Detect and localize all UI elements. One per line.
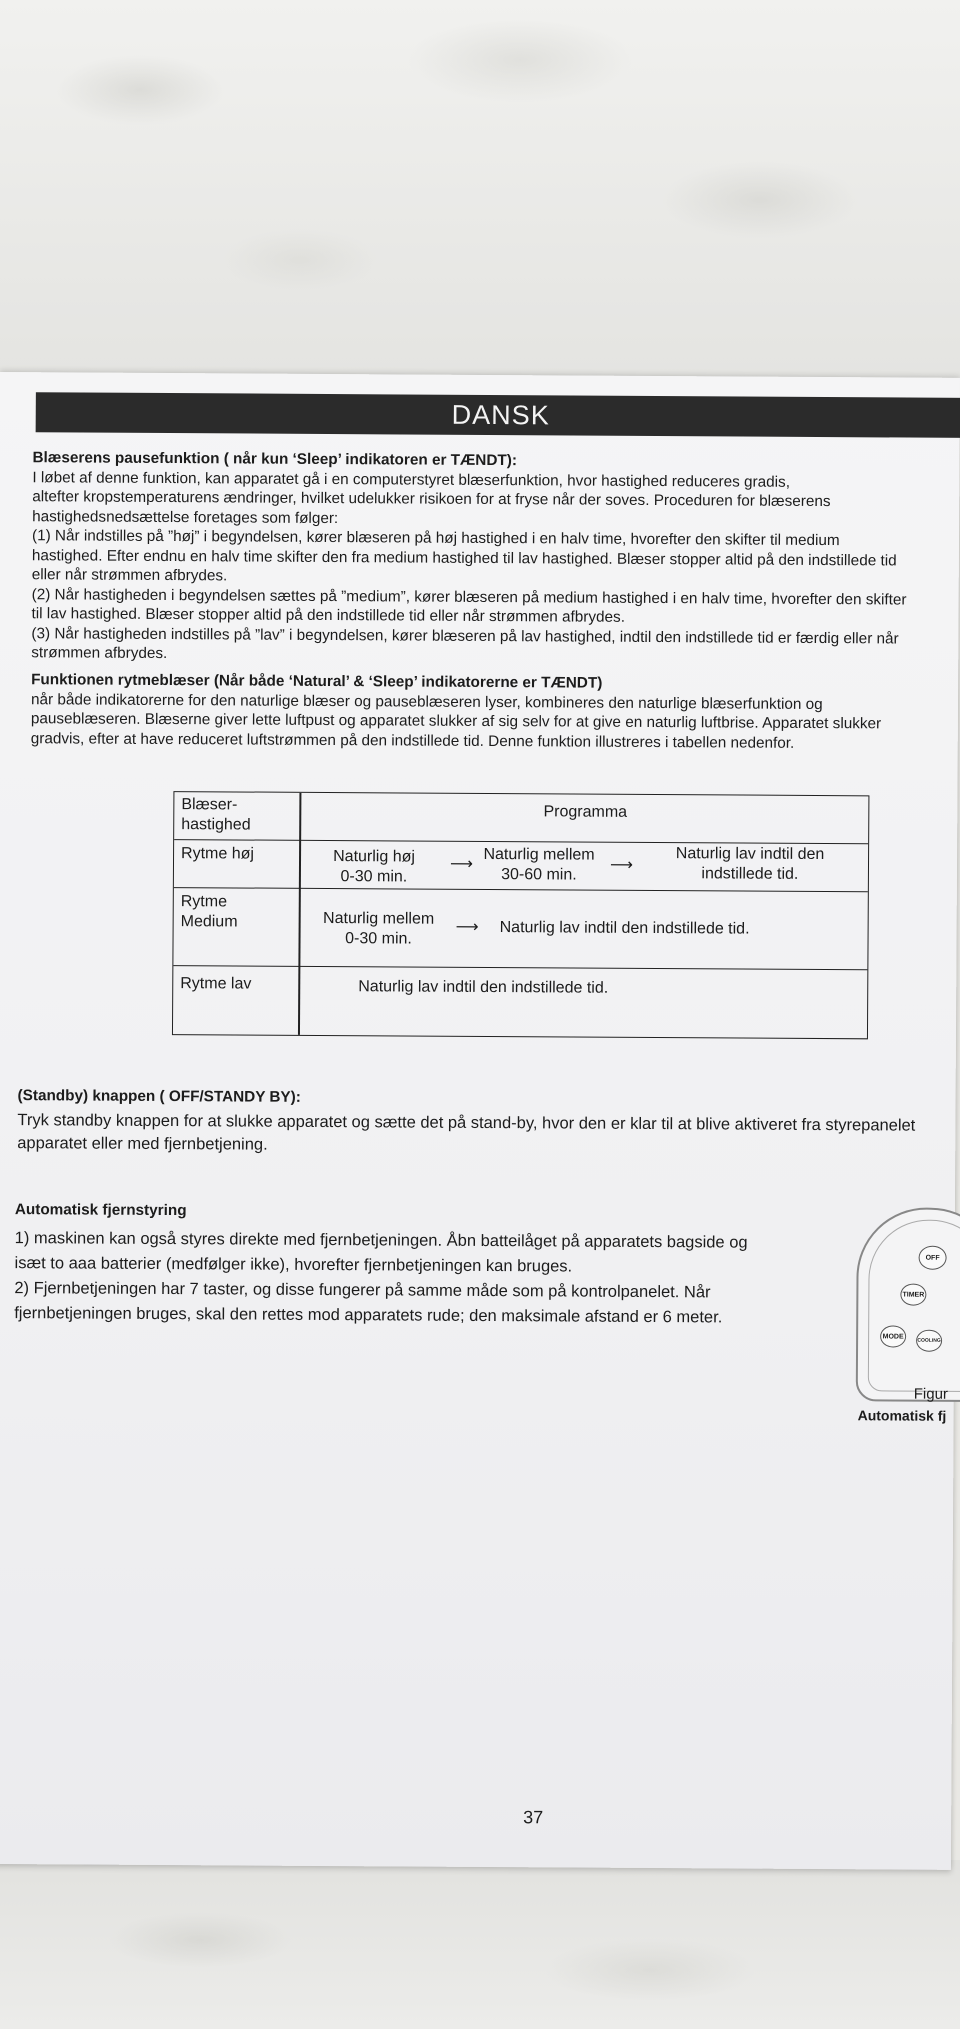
- cooling-button-icon: COOLING: [916, 1330, 942, 1352]
- pause-line: altefter kropstemperaturens ændringer, hvilket udelukker risikoen for at fryse når der soves. Proceduren for blæserens: [32, 488, 831, 511]
- arrow-icon: ⟶: [455, 918, 479, 936]
- step-cell: Naturlig mellem 0-30 min.: [323, 909, 435, 948]
- remote-line: 1) maskinen kan også styres direkte med fjernbetjeningen. Åbn batteilåget på apparatets bagside og: [14, 1228, 748, 1252]
- step-cell: Naturlig mellem 30-60 min.: [483, 845, 595, 884]
- table-row: [173, 888, 867, 970]
- language-banner: [36, 392, 960, 438]
- figure-caption: Figur: [913, 1385, 949, 1403]
- arrow-icon: ⟶: [609, 856, 633, 874]
- pause-line: strømmen afbrydes.: [31, 644, 168, 663]
- rhythm-table: [172, 791, 869, 1039]
- mode-button-icon: MODE: [880, 1325, 906, 1347]
- step-cell: Naturlig lav indtil den indstillede tid.: [675, 845, 825, 883]
- standby-section: [17, 1086, 947, 1160]
- rhythm-line: når både indikatorerne for den naturlige blæser og pauseblæseren lyser, kombineres den naturlige blæserfunktion og: [30, 690, 823, 713]
- arrow-icon: ⟶: [449, 855, 473, 873]
- pause-line: til lav hastighed. Blæser stopper altid på den indstillede tid eller når strømmen afbrydes.: [31, 605, 626, 626]
- remote-line: 2) Fjernbetjeningen har 7 taster, og disse fungerer på samme måde som på kontrolpanelet. Når: [14, 1278, 711, 1301]
- pause-line: hastighed. Efter endnu en halv time skifter den fra medium hastighed til lav hastighed. Blæser stopper altid på den indstillede tid: [31, 546, 897, 569]
- pause-line: (2) Når hastigheden i begyndelsen sættes på ”medium”, kører blæseren på medium hastighed i en halv time, hvorefter den skifter: [31, 585, 907, 609]
- off-button-icon: OFF: [919, 1246, 947, 1270]
- pause-line: I løbet af denne funktion, kan apparatet gå i en computerstyret blæserfunktion, hvor hastighed reduceres gradis,: [32, 468, 791, 491]
- standby-line: Tryk standby knappen for at slukke apparatet og sætte det på stand-by, hvor den er klar til at blive aktiveret fra styrepanelet: [17, 1110, 916, 1135]
- table-header-row: [174, 792, 868, 844]
- rhythm-line: pauseblæseren. Blæserne giver lette luftpust og apparatet slukker af sig selv for at give en naturlig luftbrise. Apparatet slukker: [30, 710, 882, 733]
- pause-line: hastighedsnedsættelse foretages som følger:: [32, 507, 339, 527]
- rhythm-section: [31, 670, 960, 754]
- manual-page: [0, 372, 960, 1870]
- step-cell: Naturlig lav indtil den indstillede tid.: [499, 919, 750, 938]
- timer-button-icon: TIMER: [900, 1284, 926, 1306]
- pause-line: (1) Når indstilles på ”høj” i begyndelsen, kører blæseren på høj hastighed i en halv time, hvorefter den skifter til medium: [31, 527, 840, 550]
- remote-line: fjernbetjeningen bruges, skal den rettes mod apparatets rude; den maksimale afstand er 6 meter.: [14, 1303, 723, 1326]
- remote-control-figure: [856, 1207, 960, 1402]
- step-cell: Naturlig lav indtil den indstillede tid.: [358, 978, 609, 997]
- remote-heading: Automatisk fjernstyring: [14, 1201, 187, 1220]
- pause-line: (3) Når hastigheden indstilles på ”lav” i begyndelsen, kører blæseren på lav hastighed, indtil den indstillede tid er færdig eller når: [31, 624, 899, 647]
- standby-line: apparatet eller med fjernbetjening.: [17, 1133, 268, 1154]
- step-cell: Naturlig høj 0-30 min.: [333, 848, 416, 886]
- banner-title: DANSK: [451, 399, 550, 430]
- table-row: [173, 966, 867, 1040]
- figure-caption-subtitle: Automatisk fj: [857, 1407, 947, 1424]
- pause-line: eller når strømmen afbrydes.: [31, 566, 228, 585]
- fabric-background-bottom: [0, 1860, 960, 2029]
- header-speed: Blæser- hastighed: [181, 796, 251, 834]
- table-row: [174, 840, 868, 892]
- standby-heading: (Standby) knappen ( OFF/STANDY BY):: [17, 1087, 301, 1106]
- page-number: 37: [523, 1807, 544, 1828]
- pause-section: [31, 448, 960, 668]
- rhythm-heading: Funktionen rytmeblæser (Når både ‘Natural’ & ‘Sleep’ indikatorerne er TÆNDT): [31, 671, 603, 692]
- fabric-background-top: [0, 0, 960, 380]
- rhythm-line: gradvis, efter at have reduceret luftstrømmen på den indstillede tid. Denne funktion illustreres i tabellen nedenfor.: [30, 729, 795, 752]
- remote-line: isæt to aaa batterier (medfølger ikke), hvorefter fjernbetjeningen kan bruges.: [14, 1253, 573, 1276]
- row-label: Rytme Medium: [180, 893, 238, 931]
- pause-heading: Blæserens pausefunktion ( når kun ‘Sleep’ indikatoren er TÆNDT):: [32, 449, 518, 470]
- row-label: Rytme lav: [180, 975, 252, 993]
- header-program: Programma: [543, 803, 628, 821]
- remote-section: [14, 1200, 945, 1331]
- row-label: Rytme høj: [181, 845, 255, 863]
